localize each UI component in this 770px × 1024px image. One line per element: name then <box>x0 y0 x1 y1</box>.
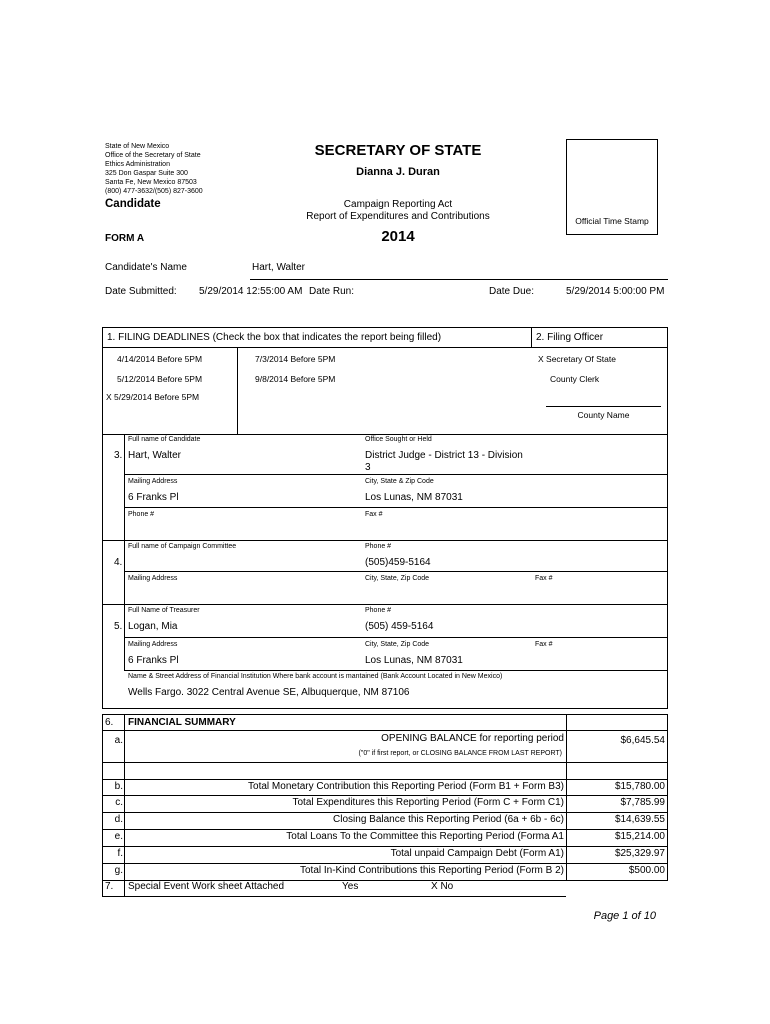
mailing-address-label: Mailing Address <box>128 641 178 648</box>
date-submitted-label: Date Submitted: <box>105 286 177 297</box>
candidate-fullname: Hart, Walter <box>128 450 181 461</box>
name-underline <box>250 279 668 280</box>
row-letter: b. <box>114 781 123 792</box>
bank-address: Wells Fargo. 3022 Central Avenue SE, Albuquerque, NM 87106 <box>128 687 410 698</box>
deadline-option[interactable]: 9/8/2014 Before 5PM <box>255 374 336 384</box>
agency-line: Ethics Administration <box>105 161 170 168</box>
time-stamp-box <box>566 139 658 235</box>
city-state-zip-label: City, State & Zip Code <box>365 478 434 485</box>
bank-label: Name & Street Address of Financial Institution Where bank account is mantained (Bank Account Located in New Mexico) <box>128 673 503 680</box>
summary-value: $25,329.97 <box>614 848 665 859</box>
summary-value: $15,780.00 <box>614 781 665 792</box>
opening-balance-note: ("0" if first report, or CLOSING BALANCE FROM LAST REPORT) <box>358 750 562 757</box>
page-number: Page 1 of 10 <box>593 910 656 922</box>
summary-value: $500.00 <box>628 865 665 876</box>
agency-line: Office of the Secretary of State <box>105 152 201 159</box>
candidate-name: Hart, Walter <box>252 262 305 273</box>
official-name: Dianna J. Duran <box>356 166 440 178</box>
special-event-label: Special Event Work sheet Attached <box>128 881 285 892</box>
date-run-label: Date Run: <box>309 286 355 297</box>
row-letter: e. <box>114 831 123 842</box>
treasurer-phone: (505) 459-5164 <box>365 621 434 632</box>
row-letter: d. <box>114 814 123 825</box>
phone-label: Phone # <box>365 607 392 614</box>
summary-label: Total In-Kind Contributions this Reporting Period (Form B 2) <box>299 865 564 876</box>
city-state-zip: Los Lunas, NM 87031 <box>365 492 463 503</box>
deadline-option[interactable]: 4/14/2014 Before 5PM <box>117 354 203 364</box>
time-stamp-label: Official Time Stamp <box>575 216 649 226</box>
summary-label: Total Loans To the Committee this Reporting Period (Forma A1 <box>286 831 564 842</box>
candidate-fullname-label: Full name of Candidate <box>128 436 201 443</box>
office-title: SECRETARY OF STATE <box>314 142 482 159</box>
office-sought-label: Office Sought or Held <box>365 436 432 443</box>
treasurer-mailing-address: 6 Franks Pl <box>128 655 179 666</box>
report-year: 2014 <box>381 228 415 245</box>
office-sought-line: District Judge - District 13 - Division <box>365 450 523 461</box>
row-letter: a. <box>114 735 123 746</box>
summary-label: Closing Balance this Reporting Period (6a + 6b - 6c) <box>333 814 564 825</box>
special-event-no-checked[interactable]: X No <box>431 881 454 892</box>
date-due: 5/29/2014 5:00:00 PM <box>566 286 665 297</box>
section-number: 4. <box>114 557 123 568</box>
agency-line: 325 Don Gaspar Suite 300 <box>105 170 188 177</box>
section-number: 3. <box>114 450 123 461</box>
treasurer-name: Logan, Mia <box>128 621 178 632</box>
phone-label: Phone # <box>128 511 155 518</box>
date-submitted: 5/29/2014 12:55:00 AM <box>199 286 303 297</box>
agency-line: (800) 477-3632/(505) 827-3600 <box>105 188 203 195</box>
summary-label: Total unpaid Campaign Debt (Form A1) <box>390 848 564 859</box>
date-due-label: Date Due: <box>489 286 535 297</box>
city-state-zip-label: City, State, Zip Code <box>365 575 430 582</box>
county-name-label: County Name <box>577 410 630 420</box>
summary-label: Total Monetary Contribution this Reporting Period (Form B1 + Form B3) <box>248 781 564 792</box>
section-number: 5. <box>114 621 123 632</box>
phone-label: Phone # <box>365 543 392 550</box>
mailing-address: 6 Franks Pl <box>128 492 179 503</box>
summary-label: Total Expenditures this Reporting Period (Form C + Form C1) <box>292 797 564 808</box>
deadlines-heading: 1. FILING DEADLINES (Check the box that indicates the report being filled) <box>107 332 442 343</box>
row-letter: f. <box>117 848 123 859</box>
section-number: 6. <box>105 717 114 728</box>
special-event-yes[interactable]: Yes <box>342 881 359 892</box>
mailing-address-label: Mailing Address <box>128 575 178 582</box>
agency-line: Santa Fe, New Mexico 87503 <box>105 179 197 186</box>
fax-label: Fax # <box>365 511 383 518</box>
row-letter: g. <box>114 865 123 876</box>
fax-label: Fax # <box>535 641 553 648</box>
report-title: Report of Expenditures and Contributions <box>306 211 490 222</box>
agency-address <box>105 142 203 196</box>
agency-line: State of New Mexico <box>105 143 170 150</box>
treasurer-city-state-zip: Los Lunas, NM 87031 <box>365 655 463 666</box>
filing-officer-heading: 2. Filing Officer <box>536 332 604 343</box>
mailing-address-label: Mailing Address <box>128 478 178 485</box>
committee-phone: (505)459-5164 <box>365 557 431 568</box>
candidate-heading: Candidate <box>105 198 161 210</box>
treasurer-name-label: Full Name of Treasurer <box>128 607 200 614</box>
summary-value: $15,214.00 <box>614 831 665 842</box>
committee-name-label: Full name of Campaign Committee <box>128 543 237 550</box>
officer-option-checked[interactable]: X Secretary Of State <box>538 354 616 364</box>
act-title: Campaign Reporting Act <box>343 199 453 210</box>
deadline-option-checked[interactable]: X 5/29/2014 Before 5PM <box>106 392 200 402</box>
city-state-zip-label: City, State, Zip Code <box>365 641 430 648</box>
form-label: FORM A <box>105 233 145 244</box>
row-letter: c. <box>115 797 123 808</box>
summary-value: $14,639.55 <box>614 814 665 825</box>
candidate-name-label: Candidate's Name <box>105 262 187 273</box>
deadline-option[interactable]: 7/3/2014 Before 5PM <box>255 354 336 364</box>
section-number: 7. <box>105 881 114 892</box>
opening-balance-label: OPENING BALANCE for reporting period <box>381 733 564 744</box>
summary-value: $7,785.99 <box>620 797 665 808</box>
officer-option[interactable]: County Clerk <box>550 374 600 384</box>
deadline-option[interactable]: 5/12/2014 Before 5PM <box>117 374 203 384</box>
opening-balance-value: $6,645.54 <box>620 735 665 746</box>
fax-label: Fax # <box>535 575 553 582</box>
office-sought-line: 3 <box>365 462 371 473</box>
financial-summary-heading: FINANCIAL SUMMARY <box>128 717 236 728</box>
